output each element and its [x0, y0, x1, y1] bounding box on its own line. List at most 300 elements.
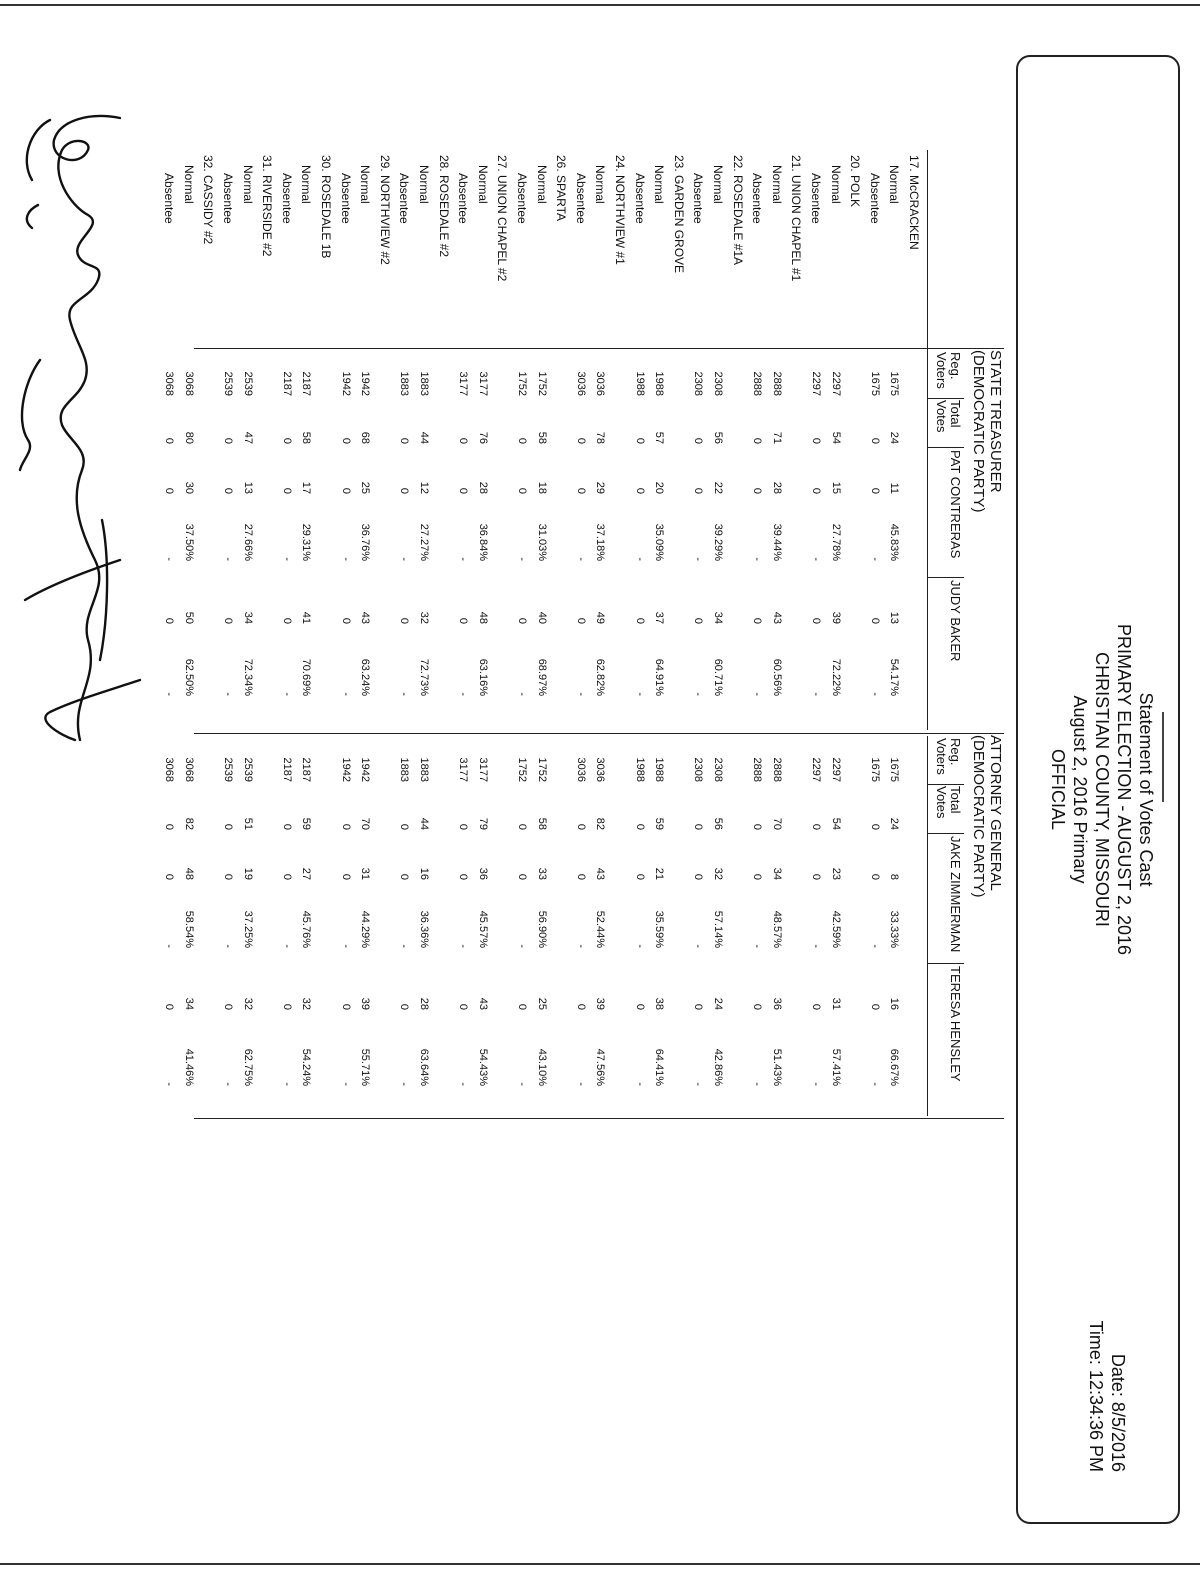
cell-c2: 0: [516, 617, 528, 624]
cell-p2: 62.82%: [594, 658, 607, 696]
cell-p3: 42.59%: [829, 910, 842, 948]
cell-c4: 38: [653, 997, 666, 1010]
cell-tv2: 54: [829, 817, 842, 830]
cell-p3: 48.57%: [770, 910, 783, 948]
cell-c4: 0: [163, 1003, 176, 1010]
cell-tv2: 44: [418, 817, 430, 830]
cell-reg: 2888: [770, 371, 783, 396]
cell-c2: 50: [182, 611, 195, 624]
cell-c1: 15: [829, 481, 842, 494]
cell-c4: 0: [339, 1003, 352, 1010]
cell-c2: 32: [418, 611, 430, 624]
cell-p2: 72.22%: [829, 658, 842, 696]
cell-c2: 39: [829, 611, 842, 624]
cell-tv2: 82: [182, 817, 195, 830]
cell-reg: 3177: [457, 371, 470, 396]
ballot-type-label: Normal: [769, 165, 784, 204]
cell-reg: 2308: [712, 371, 724, 396]
cell-p1: 37.50%: [182, 523, 195, 561]
section-2-candidate-2-header: TERESA HENSLEY: [948, 966, 963, 1082]
cell-p3: 45.76%: [300, 910, 313, 948]
cell-tv: 0: [222, 437, 234, 444]
cell-p4: 64.41%: [653, 1048, 666, 1086]
cell-tv: 0: [516, 437, 528, 444]
cell-p3: 45.57%: [476, 910, 489, 948]
cell-p4: -: [810, 1082, 822, 1086]
election-name: August 2, 2016 Primary: [1070, 695, 1090, 884]
cell-p3: 56.90%: [535, 910, 548, 948]
cell-c4: 0: [574, 1003, 587, 1010]
cell-p4: -: [751, 1082, 764, 1086]
ballot-type-label: Absentee: [632, 173, 647, 224]
cell-tv: 56: [712, 431, 724, 444]
cell-p4: 42.86%: [712, 1048, 724, 1086]
cell-c4: 24: [712, 997, 724, 1010]
cell-reg2: 2888: [770, 757, 783, 782]
cell-c4: 0: [457, 1003, 470, 1010]
cell-p3: -: [868, 944, 881, 948]
cell-p1: 37.18%: [594, 523, 607, 561]
cell-tv: 44: [418, 431, 430, 444]
cell-reg: 1942: [339, 371, 352, 396]
cell-p3: -: [222, 944, 234, 948]
cell-p2: 68.97%: [535, 658, 548, 696]
cell-reg2: 2539: [241, 757, 254, 782]
ballot-type-label: Absentee: [456, 173, 471, 224]
cell-reg2: 2308: [712, 757, 724, 782]
cell-reg: 1942: [359, 371, 372, 396]
cell-p2: -: [574, 692, 587, 696]
section-2-total-votes-header: Total Votes: [934, 786, 963, 819]
cell-p4: -: [516, 1082, 528, 1086]
cell-p3: -: [516, 944, 528, 948]
cell-p3: -: [457, 944, 470, 948]
section-1-candidate-2-header: JUDY BAKER: [948, 580, 963, 662]
cell-c2: 0: [633, 617, 646, 624]
cell-tv: 54: [829, 431, 842, 444]
cell-reg: 2308: [692, 371, 705, 396]
cell-p3: -: [810, 944, 822, 948]
cell-reg2: 2308: [692, 757, 705, 782]
cell-reg2: 3068: [182, 757, 195, 782]
cell-c1: 28: [770, 481, 783, 494]
cell-reg: 1988: [653, 371, 666, 396]
cell-c3: 36: [476, 867, 489, 880]
cell-reg: 2539: [241, 371, 254, 396]
cell-c3: 32: [712, 867, 724, 880]
cell-c1: 0: [398, 487, 411, 494]
cell-c2: 0: [398, 617, 411, 624]
cell-tv2: 59: [300, 817, 313, 830]
cell-c3: 0: [398, 873, 411, 880]
cell-c4: 43: [476, 997, 489, 1010]
cell-c1: 0: [222, 487, 234, 494]
cell-tv: 80: [182, 431, 195, 444]
cell-c4: 0: [810, 1003, 822, 1010]
cell-p1: 27.27%: [418, 523, 430, 561]
cell-p2: 70.69%: [300, 658, 313, 696]
cell-c3: 27: [300, 867, 313, 880]
cell-c3: 34: [770, 867, 783, 880]
cell-tv: 0: [457, 437, 470, 444]
cell-reg: 3036: [594, 371, 607, 396]
ballot-type-label: Absentee: [397, 173, 412, 224]
precinct-label: 32. CASSIDY #2: [201, 155, 216, 245]
precinct-label: 23. GARDEN GROVE: [671, 155, 686, 274]
cell-p4: 57.41%: [829, 1048, 842, 1086]
ballot-type-label: Normal: [652, 165, 667, 204]
cell-c1: 0: [457, 487, 470, 494]
cell-c2: 43: [359, 611, 372, 624]
cell-c4: 0: [398, 1003, 411, 1010]
cell-tv: 0: [692, 437, 705, 444]
cell-reg: 2888: [751, 371, 764, 396]
cell-c3: 16: [418, 867, 430, 880]
cell-c3: 19: [241, 867, 254, 880]
cell-tv: 0: [280, 437, 293, 444]
cell-p1: -: [457, 557, 470, 561]
ballot-type-label: Normal: [358, 165, 373, 204]
cell-p2: -: [339, 692, 352, 696]
cell-c2: 49: [594, 611, 607, 624]
cell-tv2: 59: [653, 817, 666, 830]
cell-tv: 0: [339, 437, 352, 444]
cell-reg: 1883: [398, 371, 411, 396]
cell-tv2: 0: [633, 823, 646, 830]
cell-reg2: 1675: [888, 757, 901, 782]
cell-p2: -: [810, 692, 822, 696]
cell-c4: 32: [300, 997, 313, 1010]
cell-p2: 63.16%: [476, 658, 489, 696]
cell-c3: 0: [692, 873, 705, 880]
cell-c2: 0: [280, 617, 293, 624]
cell-c1: 0: [574, 487, 587, 494]
cell-c4: 0: [751, 1003, 764, 1010]
cell-reg2: 1675: [868, 757, 881, 782]
cell-tv2: 51: [241, 817, 254, 830]
cell-c1: 0: [751, 487, 764, 494]
section-2-office: ATTORNEY GENERAL: [987, 735, 1004, 891]
cell-c1: 12: [418, 481, 430, 494]
cell-tv2: 0: [339, 823, 352, 830]
cell-p4: -: [633, 1082, 646, 1086]
cell-tv2: 0: [574, 823, 587, 830]
cell-reg: 2187: [280, 371, 293, 396]
cell-p2: 64.91%: [653, 658, 666, 696]
cell-p3: 57.14%: [712, 910, 724, 948]
cell-p2: -: [457, 692, 470, 696]
section-1-candidate-1-header: PAT CONTRERAS: [948, 450, 963, 559]
cell-c4: 32: [241, 997, 254, 1010]
cell-reg: 1675: [888, 371, 901, 396]
cell-p1: -: [633, 557, 646, 561]
cell-reg: 1752: [516, 371, 528, 396]
cell-tv: 0: [633, 437, 646, 444]
cell-tv2: 0: [868, 823, 881, 830]
cell-tv2: 79: [476, 817, 489, 830]
cell-c4: 0: [280, 1003, 293, 1010]
precinct-label: 21. UNION CHAPEL #1: [789, 155, 804, 282]
cell-c1: 0: [339, 487, 352, 494]
cell-p3: 58.54%: [182, 910, 195, 948]
section-1-party: (DEMOCRATIC PARTY): [970, 350, 987, 513]
cell-reg: 2187: [300, 371, 313, 396]
cell-reg2: 1883: [418, 757, 430, 782]
cell-p4: -: [692, 1082, 705, 1086]
cell-p2: -: [751, 692, 764, 696]
cell-reg2: 2888: [751, 757, 764, 782]
cell-c3: 0: [516, 873, 528, 880]
cell-p2: -: [280, 692, 293, 696]
cell-tv2: 70: [770, 817, 783, 830]
cell-p4: 63.64%: [418, 1048, 430, 1086]
cell-c4: 0: [692, 1003, 705, 1010]
cell-p2: 63.24%: [359, 658, 372, 696]
cell-p4: -: [163, 1082, 176, 1086]
cell-c3: 0: [574, 873, 587, 880]
cell-tv: 0: [868, 437, 881, 444]
cell-c1: 17: [300, 481, 313, 494]
cell-p4: 66.67%: [888, 1048, 901, 1086]
cell-p3: -: [633, 944, 646, 948]
cell-p1: -: [163, 557, 176, 561]
precinct-label: 26. SPARTA: [554, 155, 569, 222]
cell-c3: 23: [829, 867, 842, 880]
cell-c4: 39: [359, 997, 372, 1010]
section-1-office: STATE TREASURER: [987, 350, 1004, 493]
cell-p3: 52.44%: [594, 910, 607, 948]
precinct-label: 27. UNION CHAPEL #2: [495, 155, 510, 282]
cell-tv: 24: [888, 431, 901, 444]
cell-p3: 36.36%: [418, 910, 430, 948]
cell-tv: 0: [751, 437, 764, 444]
cell-tv: 78: [594, 431, 607, 444]
ballot-type-label: Absentee: [867, 173, 882, 224]
cell-tv: 0: [163, 437, 176, 444]
report-date: Date: 8/5/2016: [1108, 1353, 1128, 1472]
cell-c2: 13: [888, 611, 901, 624]
cell-tv2: 0: [751, 823, 764, 830]
cell-p1: -: [868, 557, 881, 561]
cell-c4: 39: [594, 997, 607, 1010]
cell-tv2: 0: [692, 823, 705, 830]
cell-tv: 71: [770, 431, 783, 444]
cell-reg2: 2297: [829, 757, 842, 782]
cell-c2: 0: [222, 617, 234, 624]
cell-tv: 0: [810, 437, 822, 444]
cell-reg: 1675: [868, 371, 881, 396]
cell-p2: -: [868, 692, 881, 696]
cell-p1: -: [398, 557, 411, 561]
cell-p1: -: [574, 557, 587, 561]
cell-reg: 2297: [829, 371, 842, 396]
cell-c1: 20: [653, 481, 666, 494]
cell-c4: 36: [770, 997, 783, 1010]
precinct-label: 29. NORTHVIEW #2: [377, 155, 392, 265]
cell-reg2: 3177: [476, 757, 489, 782]
cell-c2: 0: [751, 617, 764, 624]
ballot-type-label: Normal: [828, 165, 843, 204]
cell-c3: 0: [339, 873, 352, 880]
cell-p4: -: [280, 1082, 293, 1086]
cell-c1: 0: [280, 487, 293, 494]
cell-p1: 39.44%: [770, 523, 783, 561]
cell-c1: 0: [633, 487, 646, 494]
cell-tv2: 70: [359, 817, 372, 830]
cell-p2: -: [692, 692, 705, 696]
cell-p4: 41.46%: [182, 1048, 195, 1086]
cell-tv2: 24: [888, 817, 901, 830]
cell-reg: 1883: [418, 371, 430, 396]
cell-reg: 3068: [163, 371, 176, 396]
cell-c2: 37: [653, 611, 666, 624]
cell-p1: -: [280, 557, 293, 561]
precinct-label: 24. NORTHVIEW #1: [613, 155, 627, 265]
cell-c3: 43: [594, 867, 607, 880]
cell-reg2: 3068: [163, 757, 176, 782]
cell-reg: 3068: [182, 371, 195, 396]
cell-p1: 27.78%: [829, 523, 842, 561]
cell-c2: 0: [868, 617, 881, 624]
report-time: Time: 12:34:36 PM: [1086, 1320, 1106, 1472]
cell-c3: 0: [633, 873, 646, 880]
cell-c2: 0: [339, 617, 352, 624]
cell-p1: 35.09%: [653, 523, 666, 561]
cell-p2: 72.34%: [241, 658, 254, 696]
cell-c2: 48: [476, 611, 489, 624]
cell-p3: -: [163, 944, 176, 948]
cell-tv: 68: [359, 431, 372, 444]
cell-c2: 40: [535, 611, 548, 624]
ballot-type-label: Normal: [887, 165, 902, 204]
cell-c3: 31: [359, 867, 372, 880]
cell-tv2: 58: [535, 817, 548, 830]
cell-reg: 2539: [222, 371, 234, 396]
cell-reg2: 1883: [398, 757, 411, 782]
ballot-type-label: Normal: [299, 165, 314, 204]
cell-reg2: 1752: [535, 757, 548, 782]
cell-p4: 55.71%: [359, 1048, 372, 1086]
cell-p3: 33.33%: [888, 910, 901, 948]
cell-c3: 8: [888, 873, 901, 880]
cell-p2: 62.50%: [182, 658, 195, 696]
cell-c3: 48: [182, 867, 195, 880]
precinct-label: 30. ROSEDALE 1B: [319, 155, 333, 259]
cell-p1: -: [692, 557, 705, 561]
ballot-type-label: Normal: [417, 165, 431, 204]
cell-c1: 25: [359, 481, 372, 494]
cell-p1: 45.83%: [888, 523, 901, 561]
cell-reg: 1752: [535, 371, 548, 396]
cell-c1: 18: [535, 481, 548, 494]
ballot-type-label: Absentee: [809, 173, 823, 224]
cell-p4: -: [398, 1082, 411, 1086]
cell-tv: 76: [476, 431, 489, 444]
cell-p2: 72.73%: [418, 658, 430, 696]
cell-p3: 44.29%: [359, 910, 372, 948]
cell-c4: 0: [633, 1003, 646, 1010]
cell-p2: -: [633, 692, 646, 696]
cell-reg2: 1942: [359, 757, 372, 782]
cell-c4: 0: [516, 1003, 528, 1010]
cell-p3: -: [280, 944, 293, 948]
cell-p1: -: [751, 557, 764, 561]
cell-p3: -: [339, 944, 352, 948]
precinct-label: 20. POLK: [848, 155, 863, 208]
cell-tv2: 56: [712, 817, 724, 830]
cell-c3: 33: [535, 867, 548, 880]
cell-p4: -: [868, 1082, 881, 1086]
cell-c2: 34: [241, 611, 254, 624]
ballot-type-label: Normal: [534, 165, 549, 204]
cell-c4: 16: [888, 997, 901, 1010]
cell-c3: 0: [163, 873, 176, 880]
cell-c3: 21: [653, 867, 666, 880]
cell-c3: 0: [457, 873, 470, 880]
cell-tv: 58: [535, 431, 548, 444]
ballot-type-label: Absentee: [338, 173, 353, 224]
section-2-candidate-1-header: JAKE ZIMMERMAN: [948, 836, 963, 953]
precinct-label: 22. ROSEDALE #1A: [730, 155, 745, 266]
section-2-reg-voters-header: Reg. Voters: [934, 738, 963, 775]
cell-c2: 0: [574, 617, 587, 624]
cell-tv: 47: [241, 431, 254, 444]
cell-reg2: 2187: [300, 757, 313, 782]
cell-reg2: 3036: [594, 757, 607, 782]
cell-p2: -: [163, 692, 176, 696]
cell-reg2: 1752: [516, 757, 528, 782]
cell-c1: 28: [476, 481, 489, 494]
cell-tv: 57: [653, 431, 666, 444]
cell-p2: 60.56%: [770, 658, 783, 696]
cell-c1: 0: [810, 487, 822, 494]
cell-c1: 0: [163, 487, 176, 494]
cell-reg2: 1988: [653, 757, 666, 782]
report-status: OFFICIAL: [1048, 748, 1068, 830]
cell-c2: 0: [163, 617, 176, 624]
cell-reg2: 2187: [280, 757, 293, 782]
cell-reg: 2297: [810, 371, 822, 396]
cell-reg: 3036: [574, 371, 587, 396]
cell-tv2: 0: [222, 823, 234, 830]
precinct-label: 17. McCRACKEN: [907, 155, 921, 250]
cell-p4: 51.43%: [770, 1048, 783, 1086]
cell-p1: 31.03%: [535, 523, 548, 561]
cell-p4: -: [222, 1082, 234, 1086]
ballot-type-label: Normal: [181, 165, 196, 204]
cell-tv2: 0: [280, 823, 293, 830]
cell-c1: 0: [516, 487, 528, 494]
cell-c1: 29: [594, 481, 607, 494]
cell-p1: -: [810, 557, 822, 561]
cell-p3: -: [574, 944, 587, 948]
ballot-type-label: Absentee: [515, 173, 529, 224]
cell-p3: -: [398, 944, 411, 948]
cell-c4: 31: [829, 997, 842, 1010]
cell-reg2: 1942: [339, 757, 352, 782]
cell-tv2: 82: [594, 817, 607, 830]
cell-c2: 41: [300, 611, 313, 624]
cell-p1: -: [339, 557, 352, 561]
cell-c2: 43: [770, 611, 783, 624]
cell-p4: 54.43%: [476, 1048, 489, 1086]
ballot-type-label: Absentee: [279, 173, 294, 224]
cell-c3: 0: [868, 873, 881, 880]
cell-p4: -: [574, 1082, 587, 1086]
cell-p2: 60.71%: [712, 658, 724, 696]
cell-p1: 39.29%: [712, 523, 724, 561]
report-title: Statement of Votes Cast: [1136, 692, 1156, 887]
